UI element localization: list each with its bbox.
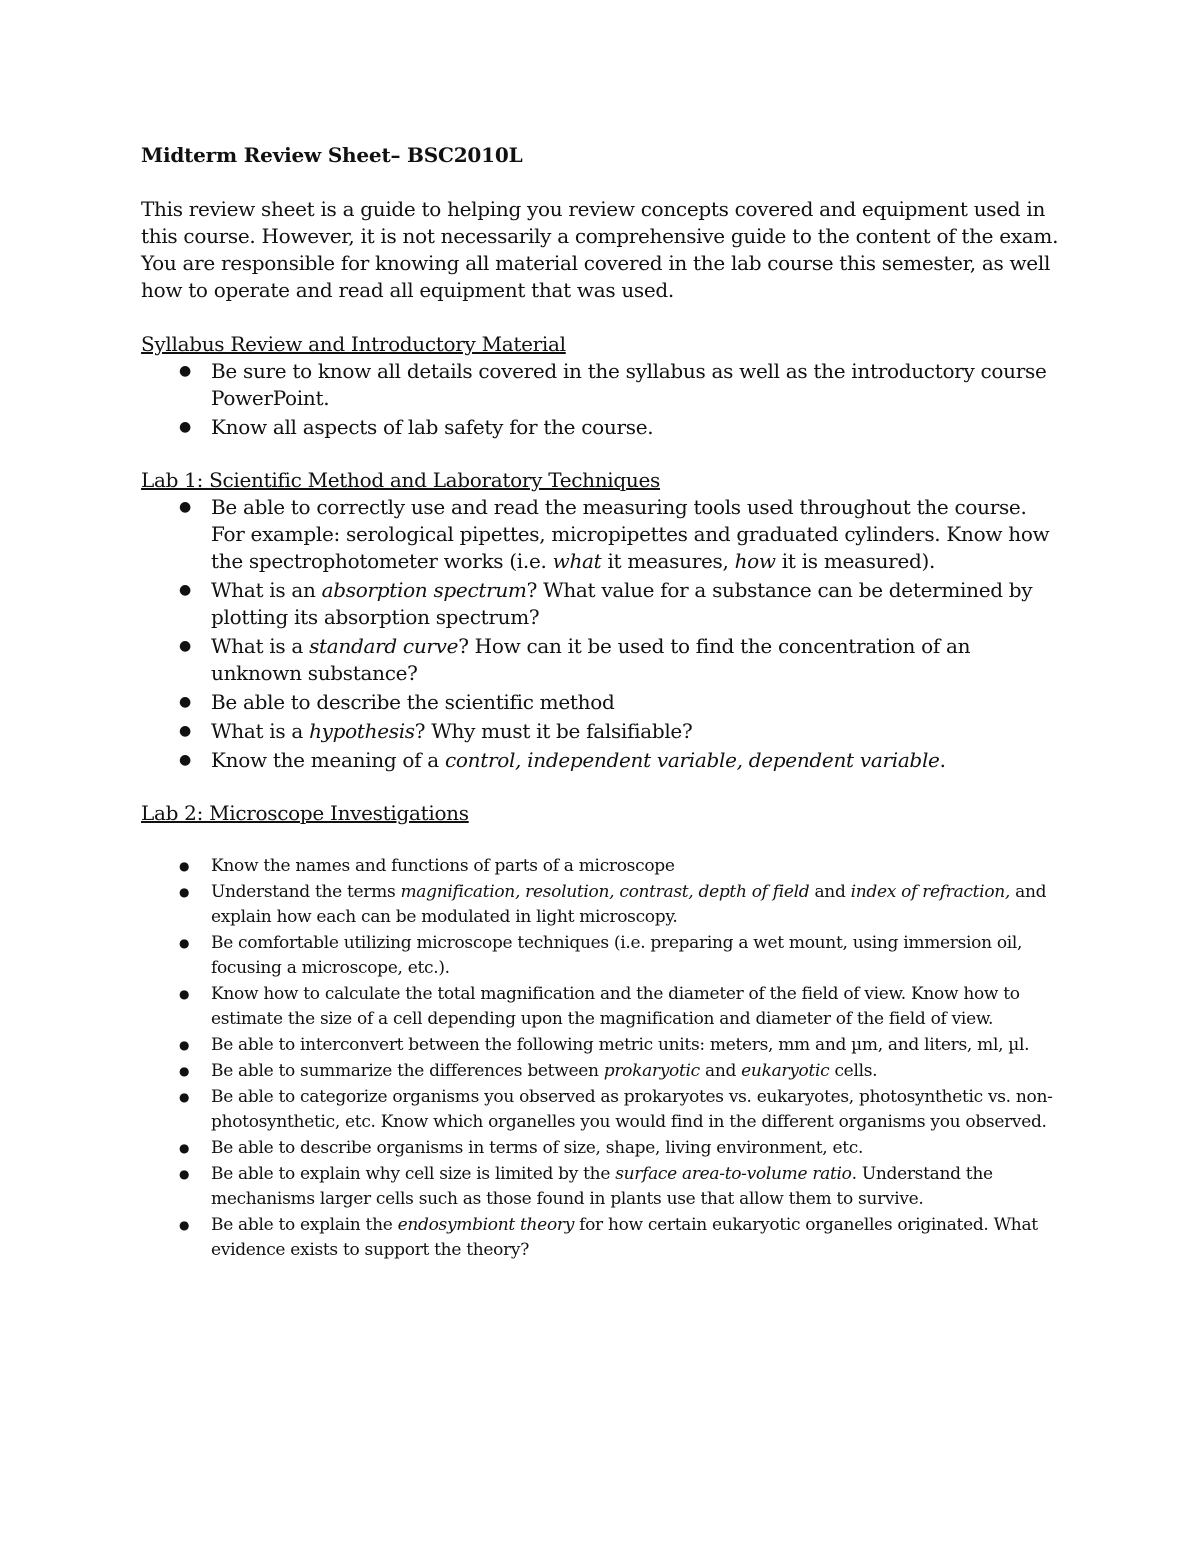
bullet-icon: ● [179, 363, 191, 379]
list-item: ● What is an absorption spectrum? What value for a substance can be determined by plotting its absorption spectrum? [179, 578, 1033, 629]
list-item: ● Know the names and functions of parts of a microscope [141, 854, 1061, 879]
document-page [141, 142, 1061, 1289]
bullet-icon: ● [179, 1167, 190, 1181]
list-item: ● Be able to correctly use and read the measuring tools used throughout the course. For example: serological pipettes, micropipettes and graduated cylinders. Know how the spectrophotometer works (i.e. what it measures, how it is measured). [179, 495, 1050, 573]
bullet-icon: ● [179, 987, 190, 1001]
bullet-list [141, 854, 1061, 1263]
bullet-list [141, 358, 1061, 441]
bullet-icon: ● [179, 885, 190, 899]
bullet-icon: ● [179, 419, 191, 435]
list-item: ● Be able to explain why cell size is limited by the surface area-to-volume ratio. Understand the mechanisms larger cells such as those found in plants use that allow them to survive. [179, 1164, 993, 1209]
intro-paragraph: This review sheet is a guide to helping you review concepts covered and equipment used in this course. However, it is not necessarily a comprehensive guide to the content of the exam. You are responsible for knowing all material covered in the lab course this semester, as well how to operate and read all equipment that was used. [141, 197, 1059, 302]
bullet-icon: ● [179, 1141, 190, 1155]
bullet-icon: ● [179, 936, 190, 950]
bullet-icon: ● [179, 1090, 190, 1104]
bullet-icon: ● [179, 1038, 190, 1052]
list-item: ● Know the meaning of a control, independent variable, dependent variable. [179, 748, 946, 772]
bullet-list [141, 494, 1061, 774]
list-item: ● What is a standard curve? How can it be used to find the concentration of an unknown substance? [179, 634, 971, 685]
bullet-icon: ● [179, 1218, 190, 1232]
list-item: ● Be sure to know all details covered in the syllabus as well as the introductory course PowerPoint. [179, 359, 1047, 410]
list-item: ● Be able to describe the scientific method [179, 690, 615, 714]
list-item: ● Understand the terms magnification, resolution, contrast, depth of field and index of refraction, and explain how each can be modulated in light microscopy. [179, 882, 1047, 927]
section-heading: Lab 1: Scientific Method and Laboratory Techniques [141, 468, 660, 492]
list-item: ● Be able to summarize the differences between prokaryotic and eukaryotic cells. [141, 1059, 1061, 1084]
document-title: Midterm Review Sheet– BSC2010L [141, 143, 523, 167]
bullet-icon: ● [179, 1064, 190, 1078]
bullet-icon: ● [179, 723, 191, 739]
bullet-icon: ● [179, 638, 191, 654]
section-lab2 [141, 800, 1061, 1263]
list-item: ● Be able to describe organisms in terms of size, shape, living environment, etc. [141, 1136, 1061, 1161]
bullet-icon: ● [179, 859, 190, 873]
section-lab1 [141, 467, 1061, 774]
list-item: ● Be able to categorize organisms you observed as prokaryotes vs. eukaryotes, photosynthetic vs. non-photosynthetic, etc. Know which organelles you would find in the different organisms you observed. [179, 1087, 1053, 1132]
bullet-icon: ● [179, 499, 191, 515]
list-item: ● Know all aspects of lab safety for the course. [179, 415, 654, 439]
list-item: ● Know how to calculate the total magnification and the diameter of the field of view. Know how to estimate the size of a cell depending upon the magnification and diameter of the field of view. [179, 984, 1020, 1029]
bullet-icon: ● [179, 582, 191, 598]
list-item: ● Be able to explain the endosymbiont theory for how certain eukaryotic organelles originated. What evidence exists to support the theory? [179, 1215, 1038, 1260]
bullet-icon: ● [179, 752, 191, 768]
section-heading: Syllabus Review and Introductory Material [141, 332, 566, 356]
list-item: ● What is a hypothesis? Why must it be falsifiable? [179, 719, 693, 743]
section-syllabus [141, 331, 1061, 441]
bullet-icon: ● [179, 694, 191, 710]
list-item: ● Be able to interconvert between the following metric units: meters, mm and µm, and liters, ml, µl. [141, 1033, 1061, 1058]
list-item: ● Be comfortable utilizing microscope techniques (i.e. preparing a wet mount, using immersion oil, focusing a microscope, etc.). [179, 933, 1023, 978]
section-heading: Lab 2: Microscope Investigations [141, 801, 469, 825]
